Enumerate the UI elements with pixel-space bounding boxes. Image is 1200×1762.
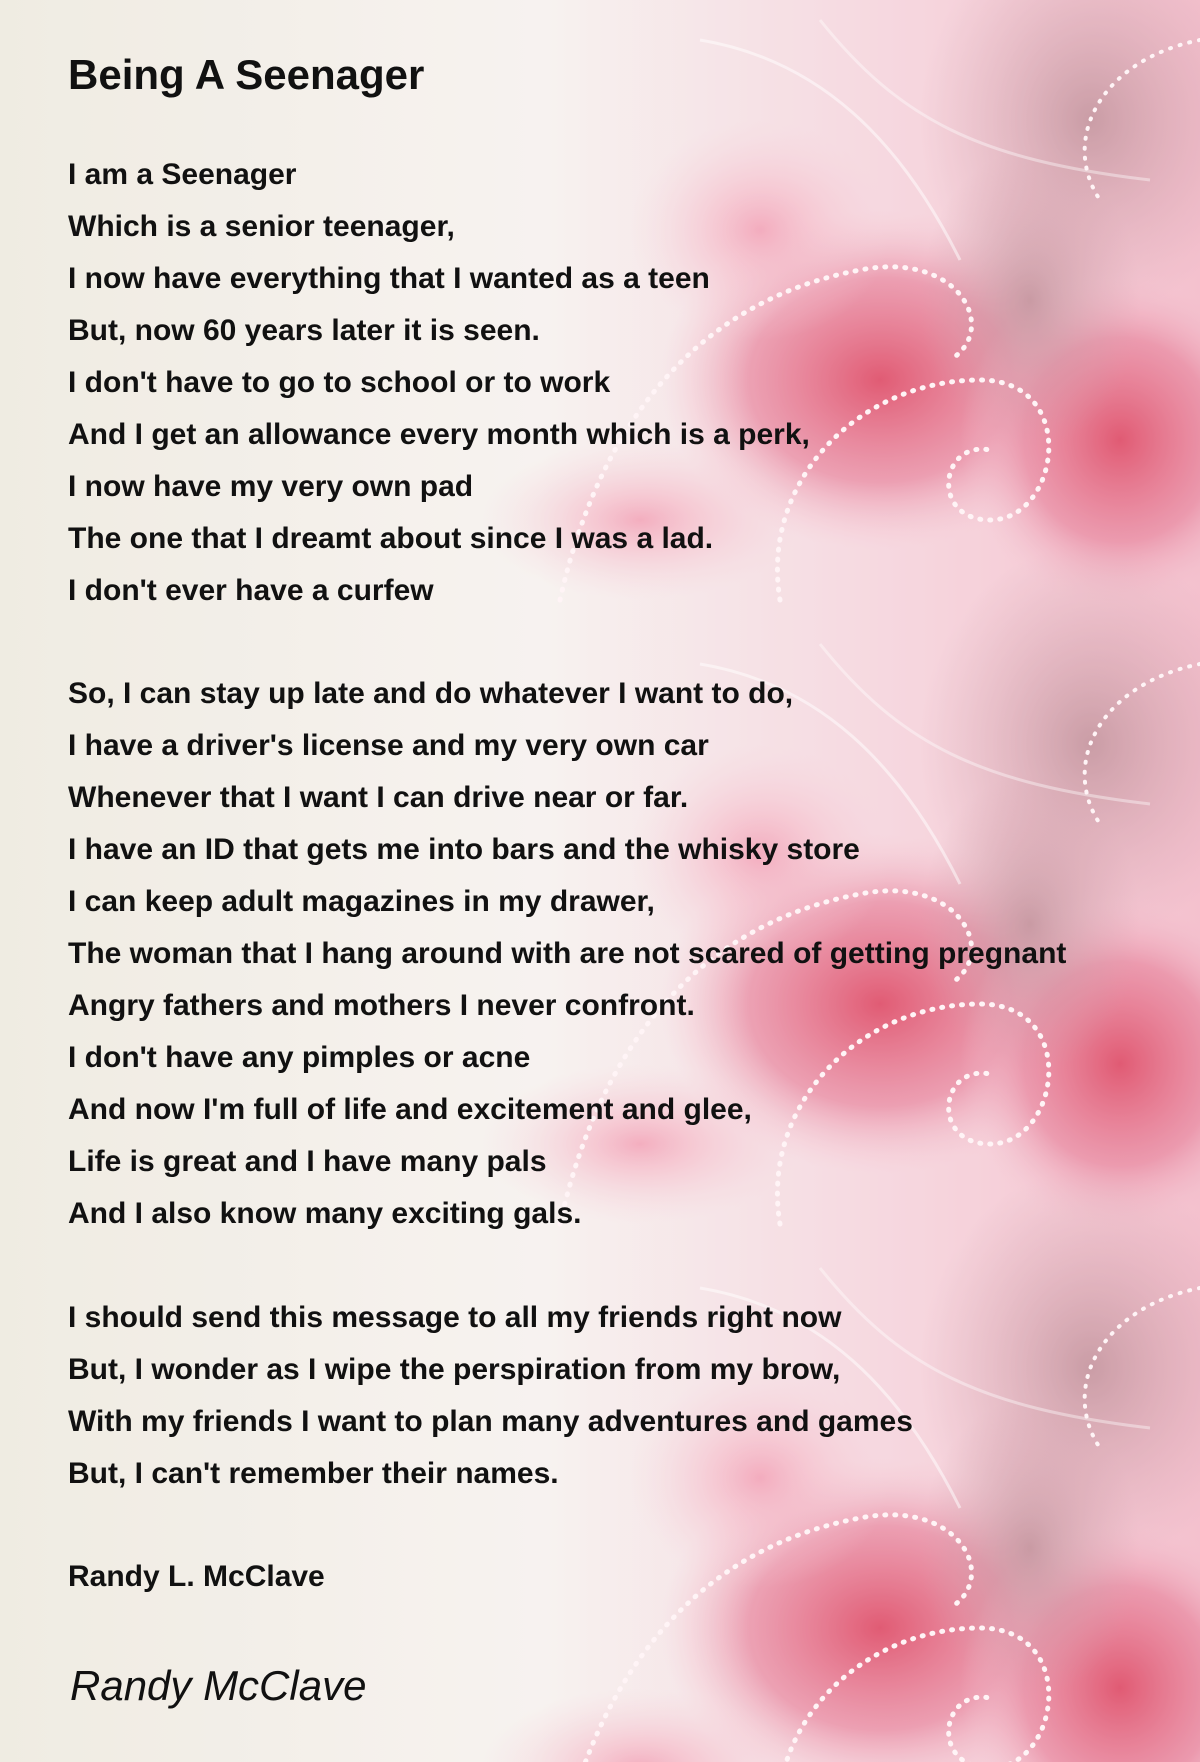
poem-author: Randy L. McClave [68,1560,325,1593]
poem-line: I don't ever have a curfew [68,574,434,607]
poem-line: The woman that I hang around with are not scared of getting pregnant [68,937,1067,970]
poem-line: But, I can't remember their names. [68,1457,559,1490]
poem-line: And I also know many exciting gals. [68,1197,582,1230]
poem-line: But, I wonder as I wipe the perspiration from my brow, [68,1353,841,1386]
poem-line: And now I'm full of life and excitement and glee, [68,1093,752,1126]
poem-line: I don't have to go to school or to work [68,366,611,399]
poem-line: But, now 60 years later it is seen. [68,314,540,347]
poem-line: The one that I dreamt about since I was a lad. [68,522,714,555]
poem-line: Angry fathers and mothers I never confront. [68,989,695,1022]
poem-line: Whenever that I want I can drive near or far. [68,781,689,814]
poem-line: I now have everything that I wanted as a teen [68,262,710,295]
poem-line: Life is great and I have many pals [68,1145,547,1178]
poem-line: So, I can stay up late and do whatever I want to do, [68,677,794,710]
stanza-3 [68,1292,913,1500]
poem-line: I don't have any pimples or acne [68,1041,531,1074]
poem-line: I should send this message to all my friends right now [68,1301,842,1334]
author-signature: Randy McClave [70,1662,367,1709]
poem-line: I have an ID that gets me into bars and the whisky store [68,833,860,866]
poem-line: I am a Seenager [68,158,297,191]
poem-line: I have a driver's license and my very own car [68,729,709,762]
poem-line: And I get an allowance every month which is a perk, [68,418,810,451]
poem-title: Being A Seenager [68,51,425,98]
poem-line: Which is a senior teenager, [68,210,455,243]
poem-line: I can keep adult magazines in my drawer, [68,885,655,918]
poem-line: I now have my very own pad [68,470,474,503]
poem-line: With my friends I want to plan many adventures and games [68,1405,913,1438]
stanza-2 [68,668,1066,1240]
stanza-1 [68,149,810,617]
